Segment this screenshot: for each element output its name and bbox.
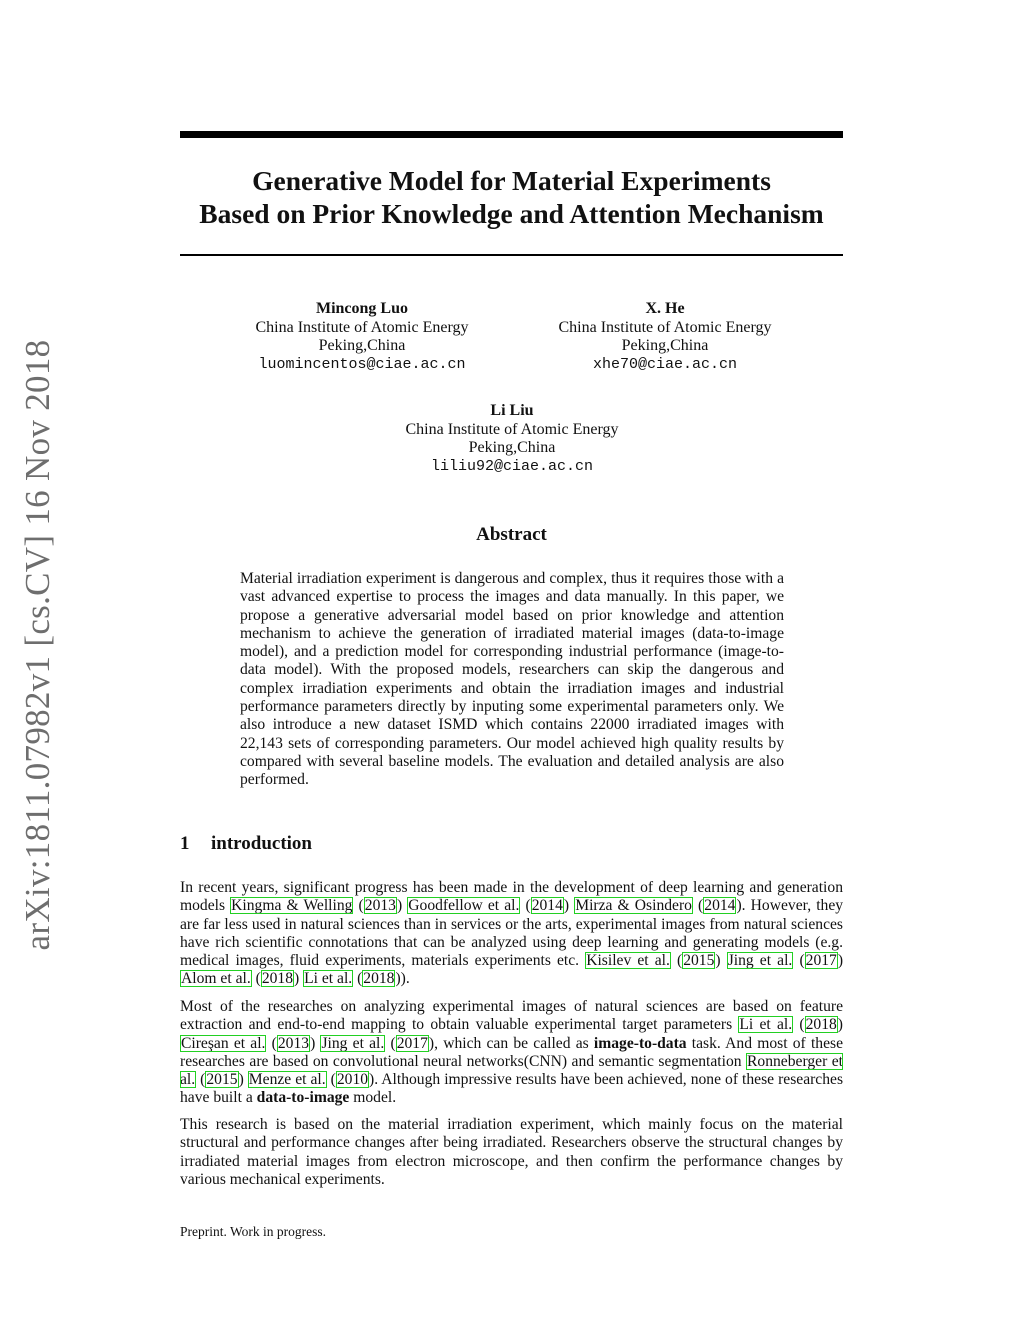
- citation-link[interactable]: Li et al.: [304, 970, 353, 988]
- citation-year-link[interactable]: 2010: [336, 1071, 369, 1089]
- paragraph-text: task. And most of these researches are based on convolutional neural networks(CNN) and semantic segmentation: [180, 1034, 844, 1070]
- bold-term: image-to-data: [593, 1034, 687, 1052]
- paper-title: [180, 164, 843, 230]
- citation-link[interactable]: Li et al.: [739, 1016, 793, 1034]
- title-line-2: Based on Prior Knowledge and Attention Mechanism: [199, 198, 824, 229]
- author-location: Peking,China: [621, 337, 709, 354]
- abstract-heading: Abstract: [476, 524, 547, 545]
- citation-year-link[interactable]: 2015: [206, 1071, 238, 1089]
- author-affiliation: China Institute of Atomic Energy: [405, 420, 619, 438]
- citation-year-link[interactable]: 2017: [396, 1034, 428, 1052]
- citation-year-link[interactable]: 2013: [364, 897, 396, 915]
- citation-year-link[interactable]: 2013: [277, 1034, 310, 1052]
- author-affiliation: China Institute of Atomic Energy: [255, 318, 469, 336]
- citation-link[interactable]: Goodfellow et al.: [408, 897, 520, 915]
- body-paragraph: This research is based on the material irradiation experiment, which mainly focus on the material structural and performance changes after being irradiated. Researchers observe the structural changes by irradiated material images from electron microscope, and then confirm the performance changes by various mechanical experiments.: [180, 1116, 843, 1188]
- body-paragraph: In recent years, significant progress has been made in the development of deep learning and generation models Kingma & Welling (2013) Goodfellow et al. (2014) Mirza & Osindero (2014). However, they are far less used in natural sciences than in services or the arts, experimental images from natural sciences have rich scientific connotations that can be analyzed using deep learning and generating models (e.g. medical images, fluid experiments, materials experiments etc. Kisilev et al. (2015) Jing et al. (2017) Alom et al. (2018) Li et al. (2018)).: [180, 879, 844, 988]
- paragraph-text: model.: [349, 1089, 397, 1107]
- author-block: [232, 300, 492, 374]
- citation-year-link[interactable]: 2014: [704, 897, 736, 915]
- author-email[interactable]: luomincentos@ciae.ac.cn: [258, 355, 466, 373]
- citation-year-link[interactable]: 2018: [363, 970, 395, 988]
- author-location: Peking,China: [318, 337, 406, 354]
- paragraph-text: In recent years, significant progress has been made in the development of deep learning and generation models: [180, 879, 843, 915]
- citation-link[interactable]: Kisilev et al.: [586, 952, 670, 970]
- citation-link[interactable]: Ronneberger et al.: [180, 1052, 843, 1089]
- citation-link[interactable]: Jing et al.: [727, 952, 793, 970]
- citation-link[interactable]: Menze et al.: [248, 1071, 326, 1089]
- author-email[interactable]: xhe70@ciae.ac.cn: [592, 355, 738, 373]
- bold-term: data-to-image: [256, 1089, 350, 1107]
- title-top-rule: [180, 131, 843, 138]
- author-location: Peking,China: [468, 439, 556, 456]
- section-number: 1: [180, 833, 190, 854]
- paragraph-text: )).: [395, 970, 410, 988]
- title-line-1: Generative Model for Material Experiments: [252, 165, 771, 196]
- citation-link[interactable]: Cireşan et al.: [181, 1034, 266, 1052]
- footer-note: Preprint. Work in progress.: [180, 1224, 327, 1239]
- arxiv-identifier: arXiv:1811.07982v1 [cs.CV] 16 Nov 2018: [18, 339, 57, 951]
- citation-link[interactable]: Alom et al.: [181, 970, 251, 988]
- citation-year-link[interactable]: 2017: [805, 952, 837, 970]
- author-block: [535, 300, 795, 374]
- paragraph-text: . However, they are far less used in natural sciences than in services or the arts, experimental images from natural sciences have rich scientific connotations that can be analyzed using deep learning and generating models (e.g. medical images, fluid experiments, materials experiments etc.: [180, 897, 844, 970]
- author-affiliation: China Institute of Atomic Energy: [558, 318, 772, 336]
- title-bottom-rule: [180, 254, 843, 256]
- section-heading: [180, 833, 312, 855]
- author-name: Li Liu: [490, 402, 534, 419]
- citation-year-link[interactable]: 2018: [261, 970, 294, 988]
- citation-link[interactable]: Kingma & Welling: [231, 897, 353, 915]
- section-title: introduction: [211, 833, 313, 854]
- paragraph-text: Most of the researches on analyzing experimental images of natural sciences are based on feature extraction and end-to-end mapping to obtain valuable experimental target parameters: [180, 998, 843, 1034]
- paragraph-text: ). Although impressive results have been achieved, none of these researches have built a: [180, 1071, 844, 1107]
- citation-link[interactable]: Mirza & Osindero: [575, 897, 692, 915]
- citation-year-link[interactable]: 2014: [531, 897, 563, 915]
- body-paragraph: Most of the researches on analyzing experimental images of natural sciences are based on feature extraction and end-to-end mapping to obtain valuable experimental target parameters Li et al. (2018) Cireşan et al. (2013) Jing et al. (2017), which can be called as image-to-data task. And most of these researches are based on convolutional neural networks(CNN) and semantic segmentation Ronneberger et al. (2015) Menze et al. (2010). Although impressive results have been achieved, none of these researches have built a data-to-image model.: [180, 998, 844, 1107]
- author-name: Mincong Luo: [315, 300, 408, 317]
- abstract-text: Material irradiation experiment is dangerous and complex, thus it requires those with a vast advanced expertise to process the images and data manually. In this paper, we propose a generative adversarial model based on prior knowledge and attention mechanism to achieve the generation of irradiated material images (data-to-image model), and a prediction model for corresponding industrial performance (image-to-data model). With the proposed models, researchers can skip the dangerous and complex irradiation experiments and obtain the irradiation images and industrial performance parameters directly by inputing some experimental parameters only. We also introduce a new dataset ISMD which contains 22000 irradiated images with 22,143 sets of corresponding parameters. Our model achieved high quality results by compared with several baseline models. The evaluation and detailed analysis are also performed.: [240, 570, 784, 789]
- author-email[interactable]: liliu92@ciae.ac.cn: [430, 457, 594, 475]
- author-name: X. He: [645, 300, 685, 317]
- citation-year-link[interactable]: 2015: [683, 952, 715, 970]
- paragraph-text: , which can be called as: [434, 1034, 594, 1052]
- citation-link[interactable]: Jing et al.: [321, 1034, 385, 1052]
- citation-year-link[interactable]: 2018: [805, 1016, 837, 1034]
- author-block: [382, 402, 642, 476]
